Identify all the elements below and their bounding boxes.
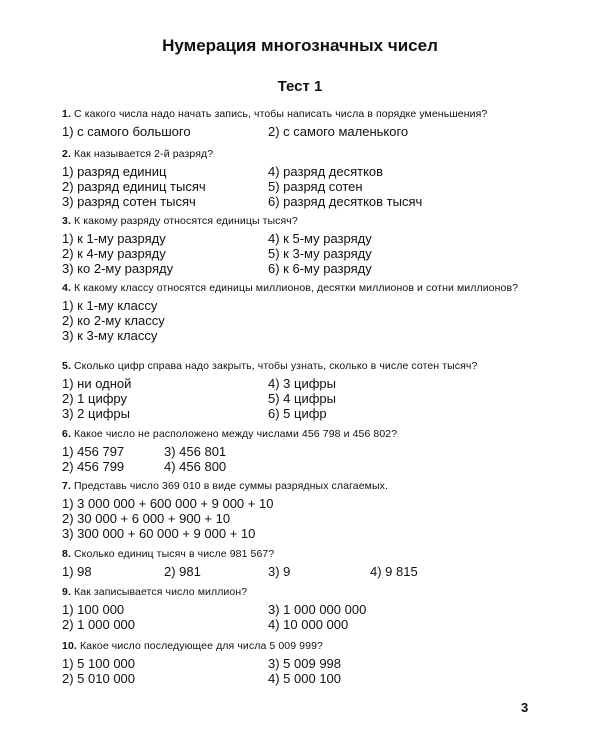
question-6 xyxy=(62,428,532,474)
question-text: 2. Как называется 2-й разряд? xyxy=(62,148,214,160)
answer-option[interactable]: 5) 4 цифры xyxy=(268,391,336,406)
question-text: 9. Как записывается число миллион? xyxy=(62,586,248,598)
answer-options xyxy=(62,124,532,139)
answer-option[interactable]: 1) 100 000 xyxy=(62,602,125,617)
question-text: 3. К какому разряду относятся единицы тысяч? xyxy=(62,215,298,227)
question-2 xyxy=(62,148,532,209)
page-title: Нумерация многозначных чисел xyxy=(162,36,438,55)
answer-option[interactable]: 2) 456 799 xyxy=(62,459,125,474)
answer-option[interactable]: 5) к 3-му разряду xyxy=(268,246,372,261)
answer-option[interactable]: 2) ко 2-му классу xyxy=(62,313,165,328)
answer-option[interactable]: 2) с самого маленького xyxy=(268,124,409,139)
question-1 xyxy=(62,108,532,139)
question-text: 5. Сколько цифр справа надо закрыть, чтобы узнать, сколько в числе сотен тысяч? xyxy=(62,360,478,372)
question-4 xyxy=(62,282,532,343)
answer-options xyxy=(62,231,532,276)
answer-option[interactable]: 2) к 4-му разряду xyxy=(62,246,166,261)
answer-option[interactable]: 1) с самого большого xyxy=(62,124,191,139)
answer-options xyxy=(62,444,532,474)
answer-option[interactable]: 4) 9 815 xyxy=(370,564,418,579)
answer-option[interactable]: 4) к 5-му разряду xyxy=(268,231,372,246)
test-title: Тест 1 xyxy=(277,78,323,95)
answer-option[interactable]: 2) 30 000 + 6 000 + 900 + 10 xyxy=(62,511,231,526)
answer-option[interactable]: 1) к 1-му классу xyxy=(62,298,158,313)
answer-option[interactable]: 3) 5 009 998 xyxy=(268,656,342,671)
answer-option[interactable]: 3) 9 xyxy=(268,564,291,579)
answer-options xyxy=(62,602,532,632)
answer-options xyxy=(62,298,532,343)
question-text: 4. К какому классу относятся единицы миллионов, десятки миллионов и сотни миллионов? xyxy=(62,282,519,294)
answer-option[interactable]: 1) 98 xyxy=(62,564,92,579)
answer-option[interactable]: 3) 1 000 000 000 xyxy=(268,602,367,617)
answer-option[interactable]: 4) разряд десятков xyxy=(268,164,384,179)
answer-option[interactable]: 3) 2 цифры xyxy=(62,406,130,421)
answer-options xyxy=(62,496,532,541)
question-text: 8. Сколько единиц тысяч в числе 981 567? xyxy=(62,548,275,560)
answer-option[interactable]: 1) 3 000 000 + 600 000 + 9 000 + 10 xyxy=(62,496,274,511)
answer-options xyxy=(62,376,532,421)
question-text: 7. Представь число 369 010 в виде суммы разрядных слагаемых. xyxy=(62,480,388,492)
answer-option[interactable]: 6) 5 цифр xyxy=(268,406,327,421)
answer-option[interactable]: 1) разряд единиц xyxy=(62,164,167,179)
answer-option[interactable]: 4) 10 000 000 xyxy=(268,617,349,632)
question-8 xyxy=(62,548,532,579)
question-text: 1. С какого числа надо начать запись, чтобы написать числа в порядке уменьшения? xyxy=(62,108,488,120)
answer-option[interactable]: 4) 3 цифры xyxy=(268,376,336,391)
answer-options xyxy=(62,656,532,686)
answer-option[interactable]: 1) к 1-му разряду xyxy=(62,231,166,246)
answer-options xyxy=(62,164,532,209)
answer-option[interactable]: 2) 981 xyxy=(164,564,201,579)
answer-option[interactable]: 4) 456 800 xyxy=(164,459,227,474)
question-9 xyxy=(62,586,532,632)
answer-option[interactable]: 6) к 6-му разряду xyxy=(268,261,372,276)
question-10 xyxy=(62,640,532,686)
question-5 xyxy=(62,360,532,421)
answer-option[interactable]: 1) 5 100 000 xyxy=(62,656,136,671)
question-3 xyxy=(62,215,532,276)
answer-option[interactable]: 2) разряд единиц тысяч xyxy=(62,179,206,194)
answer-option[interactable]: 6) разряд десятков тысяч xyxy=(268,194,423,209)
answer-option[interactable]: 2) 1 000 000 xyxy=(62,617,136,632)
question-text: 10. Какое число последующее для числа 5 009 999? xyxy=(62,640,323,652)
answer-option[interactable]: 5) разряд сотен xyxy=(268,179,363,194)
page-number: 3 xyxy=(521,700,529,715)
answer-option[interactable]: 3) к 3-му классу xyxy=(62,328,158,343)
answer-option[interactable]: 3) 300 000 + 60 000 + 9 000 + 10 xyxy=(62,526,256,541)
answer-option[interactable]: 1) 456 797 xyxy=(62,444,125,459)
question-text: 6. Какое число не расположено между числами 456 798 и 456 802? xyxy=(62,428,398,440)
answer-option[interactable]: 3) 456 801 xyxy=(164,444,227,459)
answer-option[interactable]: 1) ни одной xyxy=(62,376,132,391)
answer-option[interactable]: 3) разряд сотен тысяч xyxy=(62,194,196,209)
answer-option[interactable]: 4) 5 000 100 xyxy=(268,671,342,686)
answer-options xyxy=(62,564,532,579)
answer-option[interactable]: 2) 1 цифру xyxy=(62,391,127,406)
question-7 xyxy=(62,480,532,541)
answer-option[interactable]: 3) ко 2-му разряду xyxy=(62,261,174,276)
answer-option[interactable]: 2) 5 010 000 xyxy=(62,671,136,686)
